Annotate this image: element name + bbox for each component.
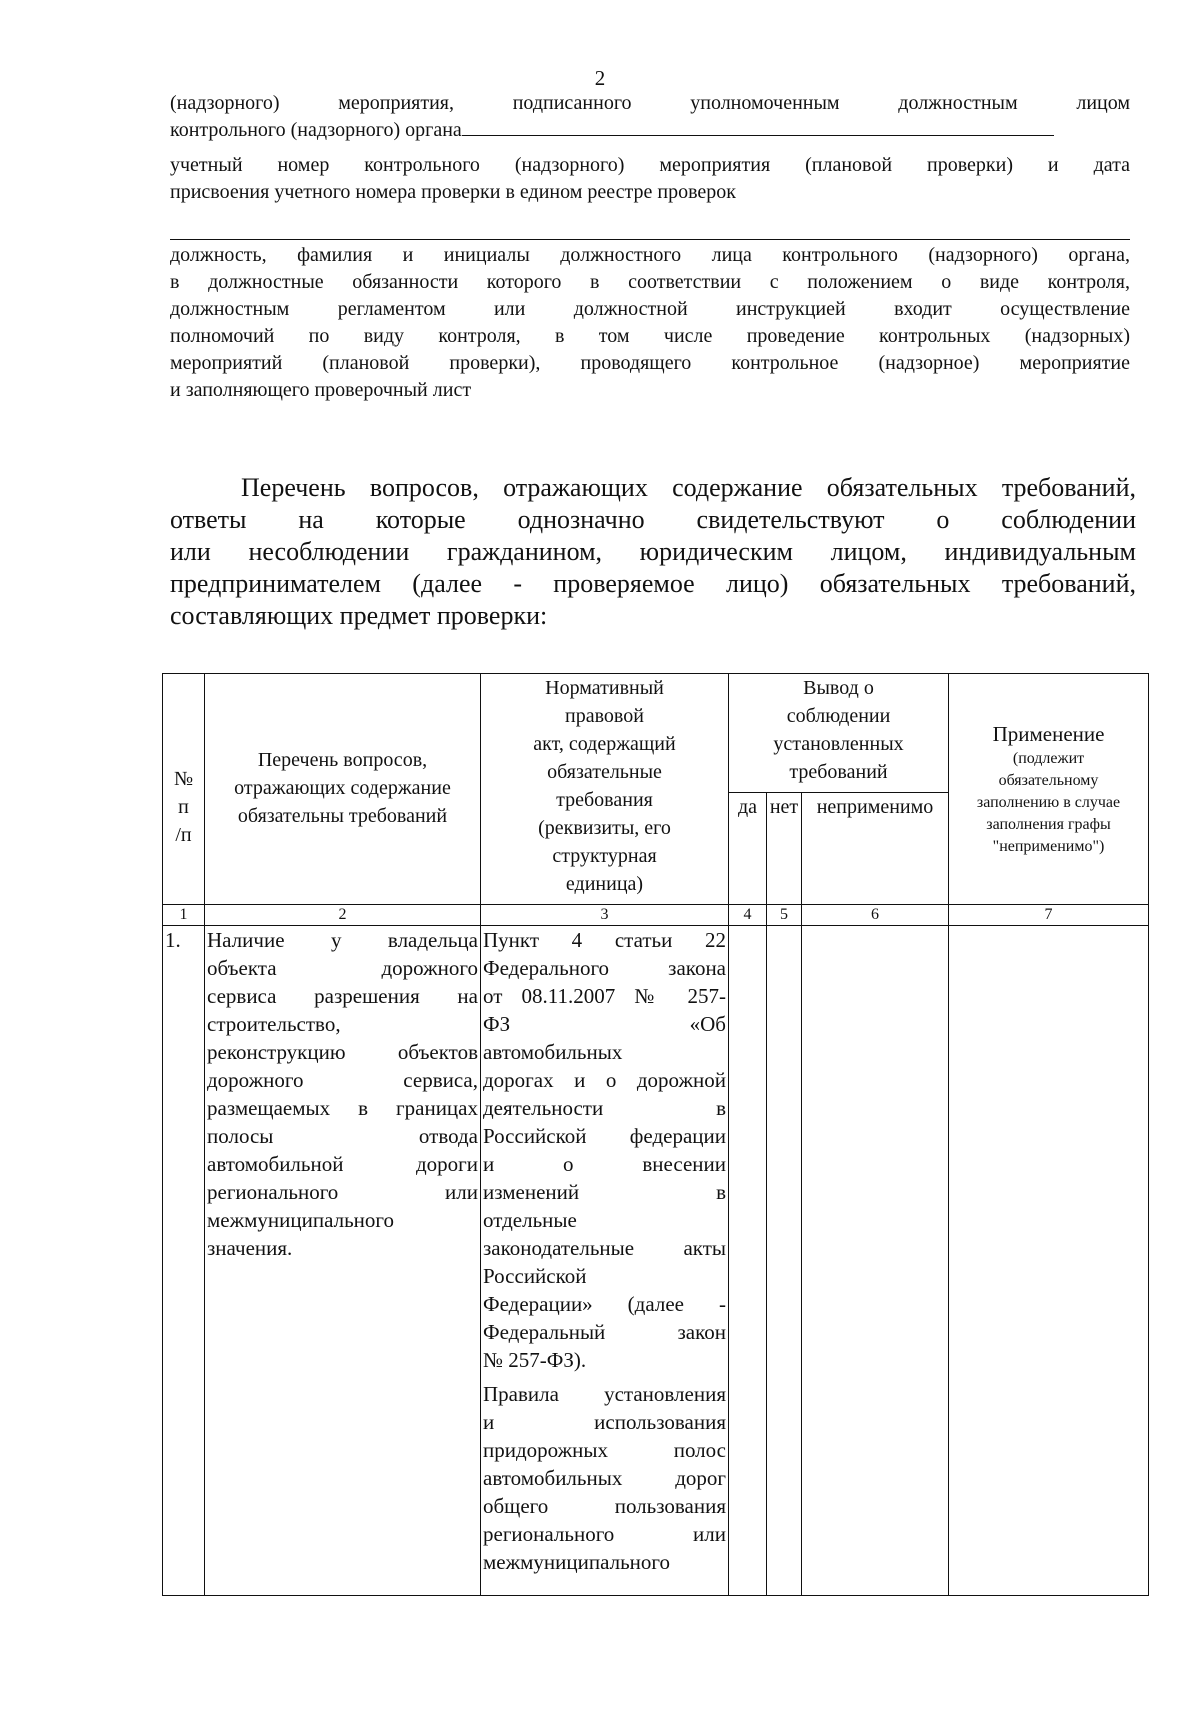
act-line: Российской федерации [483,1124,726,1148]
question-line: автомобильной дороги [207,1152,478,1176]
act-line: общего пользования [483,1494,726,1518]
header-questions [205,674,481,905]
header-application [949,674,1149,905]
question-line: объекта дорожного [207,956,478,980]
header-act-line-8: единица) [565,873,644,895]
act-line: ФЗ «Об [483,1012,726,1036]
act-line: дорогах и о дорожной [483,1068,726,1092]
column-number-6: 6 [802,905,949,926]
intro-line-3: учетный номер контрольного (надзорного) мероприятия (плановой проверки) и дата [170,154,1130,176]
checklist-table [162,673,1149,1596]
official-line-1: должность, фамилия и инициалы должностного лица контрольного (надзорного) органа, [170,244,1130,266]
header-act-line-5: требования [556,789,653,811]
heading-line-3: или несоблюдении гражданином, юридическим лицом, индивидуальным [170,537,1136,566]
act-line: изменений в [483,1180,726,1204]
header-number [163,674,205,905]
column-number-5: 5 [767,905,802,926]
official-line-5: мероприятий (плановой проверки), проводящего контрольное (надзорное) мероприятие [170,352,1130,374]
header-application-note-2: обязательному [998,772,1099,789]
act-line: Российской [483,1264,587,1288]
header-number-line-2: п [178,796,189,818]
header-application-note-1: (подлежит [1012,750,1085,767]
header-number-line-1: № [173,768,194,790]
act-line: и о внесении [483,1152,726,1176]
column-number-1: 1 [163,905,205,926]
header-legal-act [481,674,729,905]
header-application-title: Применение [992,722,1105,746]
question-line: значения. [207,1236,293,1260]
header-questions-line-2: отражающих содержание [234,777,451,799]
act-line: Федеральный закон [483,1320,726,1344]
header-conclusion-line-3: установленных [773,733,904,755]
question-line: строительство, [207,1012,341,1036]
official-line-2: в должностные обязанности которого в соответствии с положением о виде контроля, [170,271,1130,293]
row-not-applicable-cell[interactable] [802,926,949,1596]
header-conclusion-line-2: соблюдении [786,705,891,727]
act-line: придорожных полос [483,1438,726,1462]
act-line: и использования [483,1410,726,1434]
column-number-3: 3 [481,905,729,926]
header-not-applicable: неприменимо [802,793,949,905]
column-number-2: 2 [205,905,481,926]
act-line: регионального или [483,1522,726,1546]
act-line: отдельные [483,1208,577,1232]
intro-line-4: присвоения учетного номера проверки в едином реестре проверок [170,181,736,203]
header-questions-line-1: Перечень вопросов, [257,749,428,771]
heading-line-4: предпринимателем (далее - проверяемое лицо) обязательных требований, [170,569,1136,598]
header-application-note-5: "неприменимо") [992,838,1105,855]
column-number-7: 7 [949,905,1149,926]
header-act-line-6: (реквизиты, его [538,817,671,839]
act-line: Федерации» (далее - [483,1292,726,1316]
header-application-note-3: заполнению в случае [976,794,1121,811]
header-yes: да [729,793,767,905]
header-questions-line-3: обязательны требований [237,805,448,827]
act-line: Федерального закона [483,956,726,980]
header-no: нет [767,793,802,905]
header-act-line-4: обязательные [547,761,662,783]
header-act-line-7: структурная [552,845,657,867]
header-conclusion [729,674,949,793]
question-line: Наличие у владельца [207,928,478,952]
column-number-row [163,905,1149,926]
act-line: автомобильных [483,1040,623,1064]
official-line-6: и заполняющего проверочный лист [170,379,472,401]
header-act-line-3: акт, содержащий [533,733,676,755]
question-line: регионального или [207,1180,478,1204]
question-line: реконструкцию объектов [207,1040,478,1064]
column-number-4: 4 [729,905,767,926]
heading-line-1: Перечень вопросов, отражающих содержание обязательных требований, [241,473,1136,502]
header-act-line-2: правовой [565,705,644,727]
question-line: межмуниципального [207,1208,394,1232]
row-question [205,926,481,1596]
act-line: от 08.11.2007 № 257- [483,984,726,1008]
header-number-line-3: /п [175,824,192,846]
act-line: автомобильных дорог [483,1466,726,1490]
act-line: деятельности в [483,1096,726,1120]
question-line: полосы отвода [207,1124,478,1148]
row-no-cell[interactable] [767,926,802,1596]
intro-line-2-text: контрольного (надзорного) органа [170,119,462,141]
official-line-4: полномочий по виду контроля, в том числе проведение контрольных (надзорных) [170,325,1130,347]
intro-line-1: (надзорного) мероприятия, подписанного уполномоченным должностным лицом [170,92,1130,114]
question-line: сервиса разрешения на [207,984,478,1008]
row-legal-act [481,926,729,1596]
header-conclusion-line-4: требований [789,761,888,783]
question-line: дорожного сервиса, [207,1068,478,1092]
act-line: межмуниципального [483,1550,670,1574]
question-line: размещаемых в границах [207,1096,478,1120]
act-line: Правила установления [483,1382,726,1406]
header-act-line-1: Нормативный [545,677,664,699]
act-line: № 257-ФЗ). [483,1348,587,1372]
act-line: Пункт 4 статьи 22 [483,928,726,952]
table-row [163,926,1149,1596]
intro-line-2 [170,117,1130,144]
header-application-note-4: заполнения графы [986,816,1111,833]
heading-line-5: составляющих предмет проверки: [170,601,548,630]
row-number: 1. [163,926,205,1596]
row-application-cell[interactable] [949,926,1149,1596]
heading-line-2: ответы на которые однозначно свидетельствуют о соблюдении [170,505,1136,534]
row-yes-cell[interactable] [729,926,767,1596]
registry-number-blank [170,239,1130,240]
act-line: законодательные акты [483,1236,726,1260]
authority-blank [462,117,1054,136]
official-line-3: должностным регламентом или должностной инструкцией входит осуществление [170,298,1130,320]
header-conclusion-line-1: Вывод о [803,677,874,699]
page-number: 2 [594,66,606,90]
